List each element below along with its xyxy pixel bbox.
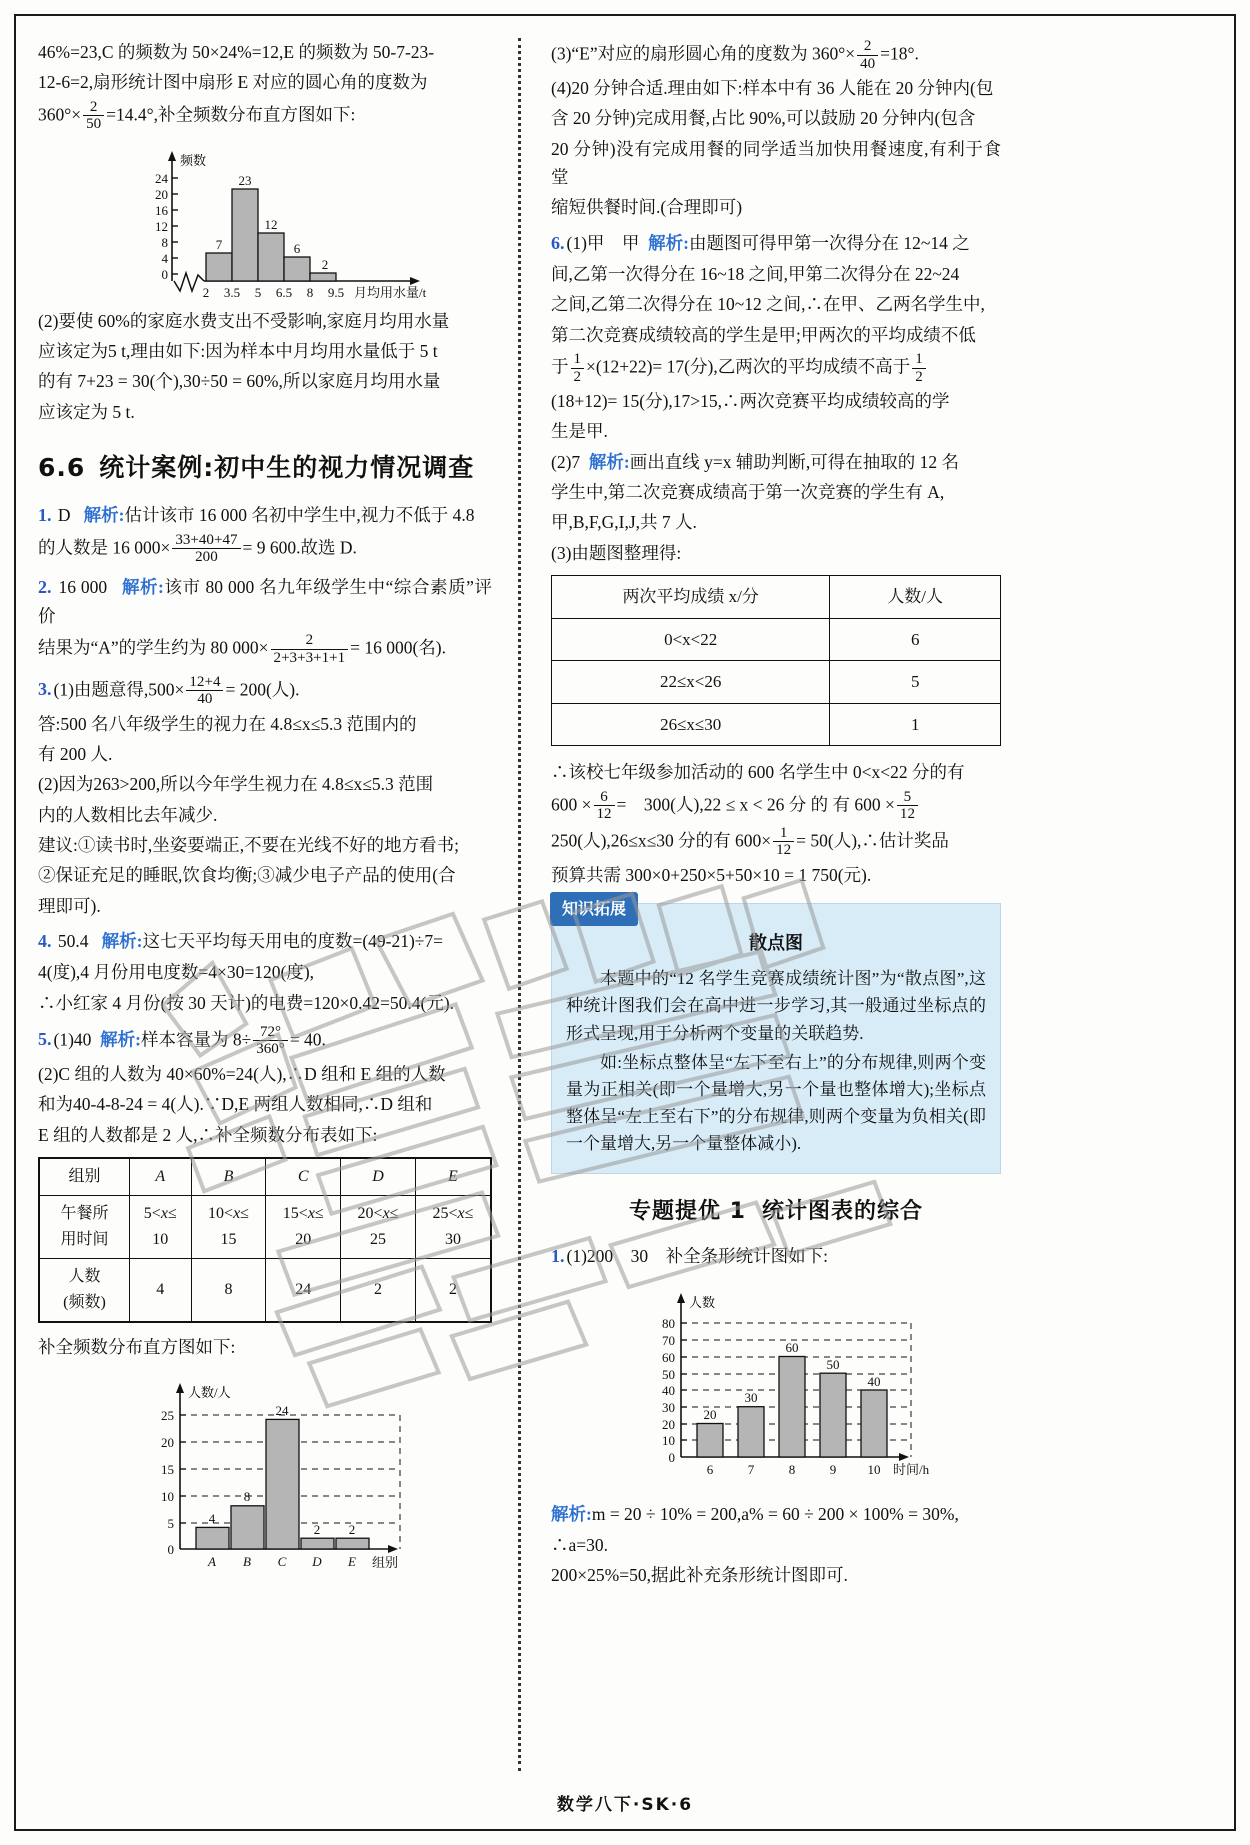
cell-count-A: 4 xyxy=(129,1258,191,1321)
svg-text:24: 24 xyxy=(155,170,168,186)
jiexi-label-1: 解析: xyxy=(83,504,125,525)
svg-text:D: D xyxy=(312,1553,322,1569)
answer-4-text-2: 4(度),4 月份用电度数=4×30=120(度), xyxy=(38,962,315,983)
answer-3-text-2: 答:500 名八年级学生的视力在 4.8≤x≤5.3 范围内的 xyxy=(38,713,417,734)
after-table-t2a: 600 × xyxy=(551,793,592,814)
fraction-33-40-47-over-200: $\frac{33+40+47}{200}$ xyxy=(172,532,240,566)
answer-6-text-6: (18+12)= 15(分),17>15,∴两次竞赛平均成绩较高的学 xyxy=(551,391,950,412)
svg-text:10: 10 xyxy=(867,1462,881,1478)
jiexi-label-4: 解析: xyxy=(101,931,143,951)
answer-2-text-2 xyxy=(38,632,492,666)
svg-text:15: 15 xyxy=(161,1461,174,1477)
cell-group-D: D xyxy=(341,1158,416,1195)
histogram-lunch-time-svg xyxy=(100,1369,430,1584)
answer-6-text-5 xyxy=(551,351,1001,385)
part4-line1: (4)20 分钟合适.理由如下:样本中有 36 人能在 20 分钟内(包 xyxy=(551,78,994,99)
answer-5-text-2: (2)C 组的人数为 40×60%=24(人),∴D 组和 E 组的人数 xyxy=(38,1063,446,1084)
part4-line2: 含 20 分钟)完成用餐,占比 90%,可以鼓励 20 分钟内(包含 xyxy=(551,108,976,129)
part3-line xyxy=(551,38,1001,72)
svg-text:25: 25 xyxy=(161,1407,174,1423)
answer-1-text-2 xyxy=(38,532,492,566)
bar-chart-time-svg xyxy=(611,1279,941,1494)
svg-text:E: E xyxy=(348,1553,356,1569)
svg-text:10: 10 xyxy=(662,1433,675,1449)
lunch-time-l1: 午餐所 xyxy=(60,1204,109,1222)
jiexi-label-2: 解析: xyxy=(121,576,164,597)
topic-answer-item-1 xyxy=(551,1242,1001,1271)
cell-range-3: 26≤x≤30 xyxy=(552,703,830,746)
question-number-1: 1. xyxy=(38,504,52,525)
jiexi-label-topic: 解析: xyxy=(551,1504,592,1525)
svg-text:60: 60 xyxy=(662,1350,675,1366)
cell-range-D: 20<x≤ 25 xyxy=(341,1195,416,1258)
answer-6-part2-value: (2)7 xyxy=(551,451,581,472)
svg-text:40: 40 xyxy=(662,1383,675,1399)
topic-number: 专题提优 1 xyxy=(629,1199,746,1225)
cell-range-2: 22≤x<26 xyxy=(552,661,830,704)
knowledge-extension-title: 散点图 xyxy=(749,933,803,955)
answer-3-pre: (1)由题意得,500× xyxy=(53,678,185,699)
answer-4-value: 50.4 xyxy=(57,931,89,951)
svg-text:8: 8 xyxy=(788,1462,796,1478)
after-table-t3a: 250(人),26≤x≤30 分的有 600× xyxy=(551,830,772,850)
topic-heading xyxy=(551,1194,1001,1230)
after-table-t3b: = 50(人),∴估计奖品 xyxy=(796,830,949,850)
svg-text:24: 24 xyxy=(275,1402,289,1418)
svg-text:60: 60 xyxy=(785,1340,799,1356)
lunch-time-l2: 用时间 xyxy=(60,1230,109,1248)
page-footer: 数学八下·SK·6 xyxy=(556,1795,694,1815)
svg-text:50: 50 xyxy=(826,1357,840,1373)
two-column-layout xyxy=(38,38,1212,1771)
knowledge-extension-para1: 本题中的“12 名学生竞赛成绩统计图”为“散点图”,这种统计图我们会在高中进一步学习,其一般通过坐标点的形式呈现,用于分析两个变量的关联趋势. xyxy=(566,969,986,1043)
topic-question-number-1: 1. xyxy=(551,1246,565,1267)
cell-count-D: 2 xyxy=(341,1258,416,1321)
cell-head-count xyxy=(39,1258,129,1321)
answer-item-3 xyxy=(38,674,492,708)
table-row-count xyxy=(39,1258,491,1321)
svg-text:23: 23 xyxy=(238,172,252,188)
topic-answer-1-text: (1)200 30 补全条形统计图如下: xyxy=(566,1246,829,1267)
svg-text:20: 20 xyxy=(662,1417,675,1433)
angle-post: =14.4°,补全频数分布直方图如下: xyxy=(106,103,356,124)
cell-range-1: 0<x<22 xyxy=(552,618,830,661)
svg-text:A: A xyxy=(208,1553,216,1569)
table-row-lunch-time xyxy=(39,1195,491,1258)
cell-group-B: B xyxy=(191,1158,266,1195)
cell-range-B: 10<x≤ 15 xyxy=(191,1195,266,1258)
x-axis-label: 月均用水量/t xyxy=(354,284,427,300)
answer-6-text-3: 之间,乙第二次得分在 10~12 之间,∴在甲、乙两名学生中, xyxy=(551,294,985,315)
answer-6-text-1: 由题图可得甲第一次得分在 12~14 之 xyxy=(688,232,970,253)
answer-1-text-1: 估计该市 16 000 名初中学生中,视力不低于 4.8 xyxy=(124,504,475,525)
answer-3-post: = 200(人). xyxy=(225,678,300,699)
topic-answer-1-t4: 200×25%=50,据此补充条形统计图即可. xyxy=(551,1564,848,1585)
knowledge-extension-tag: 知识拓展 xyxy=(550,892,638,926)
answer-1-post: = 9 600.故选 D. xyxy=(242,537,357,558)
svg-text:B: B xyxy=(243,1553,251,1569)
svg-text:7: 7 xyxy=(747,1462,755,1478)
histogram-water-usage xyxy=(38,141,492,301)
answer-6-text-11: (3)由题图整理得: xyxy=(551,542,682,563)
answer-5-post: = 40. xyxy=(289,1029,326,1050)
svg-text:6.5: 6.5 xyxy=(275,284,293,300)
x-axis-label-3: 时间/h xyxy=(893,1462,930,1478)
answer-item-4 xyxy=(38,927,492,956)
knowledge-extension-box xyxy=(551,899,1001,1174)
svg-text:30: 30 xyxy=(744,1390,758,1406)
cell-range-E: 25<x≤ 30 xyxy=(415,1195,491,1258)
answer-5-value: (1)40 xyxy=(53,1029,92,1050)
answer-3-text-5: 内的人数相比去年减少. xyxy=(38,804,218,825)
fraction-2-over-sum: $\frac{2}{2+3+3+1+1}$ xyxy=(271,632,349,666)
answer-4-text-3: ∴小红家 4 月份(按 30 天计)的电费=120×0.42=50.4(元). xyxy=(38,992,455,1013)
question-number-2: 2. xyxy=(38,576,52,597)
svg-text:C: C xyxy=(277,1553,287,1569)
svg-text:30: 30 xyxy=(662,1400,675,1416)
svg-text:9.5: 9.5 xyxy=(327,284,345,300)
svg-text:2: 2 xyxy=(313,1521,321,1537)
continued-text-line1: 46%=23,C 的频数为 50×24%=12,E 的频数为 50-7-23- xyxy=(38,42,435,62)
svg-text:0: 0 xyxy=(167,1541,174,1557)
svg-text:20: 20 xyxy=(703,1407,717,1423)
topic-title: 统计图表的综合 xyxy=(761,1199,923,1225)
topic-answer-1-t3: ∴a=30. xyxy=(551,1534,609,1555)
part3-post: =18°. xyxy=(880,43,919,64)
count-l2: (频数) xyxy=(63,1293,106,1311)
svg-text:3.5: 3.5 xyxy=(223,284,241,300)
cell-count-C: 24 xyxy=(266,1258,341,1321)
svg-text:20: 20 xyxy=(155,186,168,202)
question-number-3: 3. xyxy=(38,678,52,699)
answer-3-text-3: 有 200 人. xyxy=(38,743,113,764)
section-title: 统计案例:初中生的视力情况调查 xyxy=(99,453,475,483)
answer-5-text-4: E 组的人数都是 2 人,∴补全频数分布表如下: xyxy=(38,1124,378,1145)
svg-text:12: 12 xyxy=(155,218,168,234)
answer-2-pre: 结果为“A”的学生约为 80 000× xyxy=(38,637,269,658)
part4-line3: 20 分钟)没有完成用餐的同学适当加快用餐速度,有利于食堂 xyxy=(551,138,1001,188)
table-row-group xyxy=(39,1158,491,1195)
q-water-part2-line4: 应该定为 5 t. xyxy=(38,401,135,422)
question-number-5: 5. xyxy=(38,1029,52,1050)
cell-range-C: 15<x≤ 20 xyxy=(266,1195,341,1258)
answer-6-t5-mid: ×(12+22)= 17(分),乙两次的平均成绩不高于 xyxy=(586,356,911,377)
cell-count-1: 6 xyxy=(830,618,1001,661)
fraction-2-40: $\frac{2}{40}$ xyxy=(857,38,878,72)
fraction-2-50: $\frac{2}{50}$ xyxy=(83,99,104,133)
svg-text:5: 5 xyxy=(254,284,262,300)
answer-5-text-5: 补全频数分布直方图如下: xyxy=(38,1336,236,1357)
svg-text:8: 8 xyxy=(243,1488,251,1504)
table-row xyxy=(552,618,1001,661)
svg-text:16: 16 xyxy=(155,202,168,218)
answer-6-text-9: 学生中,第二次竞赛成绩高于第一次竞赛的学生有 A, xyxy=(551,482,945,503)
histogram-water-usage-svg xyxy=(100,141,430,301)
svg-text:0: 0 xyxy=(668,1450,675,1466)
fraction-6-12: $\frac{6}{12}$ xyxy=(594,789,615,823)
answer-6-text-4: 第二次竞赛成绩较高的学生是甲;甲两次的平均成绩不低 xyxy=(551,324,976,345)
answer-1-value: D xyxy=(57,504,71,525)
answer-3-text-4: (2)因为263>200,所以今年学生视力在 4.8≤x≤5.3 范围 xyxy=(38,774,434,795)
svg-text:2: 2 xyxy=(348,1521,356,1537)
fraction-1-12: $\frac{1}{12}$ xyxy=(773,825,794,859)
after-table-t2b: = 300(人),22 ≤ x < 26 分 的 有 600 × xyxy=(616,793,895,814)
svg-text:20: 20 xyxy=(161,1434,174,1450)
continued-text-line2: 12-6=2,扇形统计图中扇形 E 对应的圆心角的度数为 xyxy=(38,72,428,93)
cell-count-3: 1 xyxy=(830,703,1001,746)
jiexi-label-6b: 解析: xyxy=(588,451,630,472)
answer-3-text-7: ②保证充足的睡眠,饮食均衡;③减少电子产品的使用(合 xyxy=(38,865,456,886)
answer-item-2 xyxy=(38,573,492,631)
q-water-part2-line3: 的有 7+23 = 30(个),30÷50 = 60%,所以家庭月均用水量 xyxy=(38,371,441,392)
answer-6-t5-pre: 于 xyxy=(551,356,569,377)
cell-count-E: 2 xyxy=(415,1258,491,1321)
angle-pre: 360°× xyxy=(38,103,82,124)
fraction-72-over-360: $\frac{72^\circ}{360^\circ}$ xyxy=(253,1024,288,1058)
part4-line4: 缩短供餐时间.(合理即可) xyxy=(551,197,743,218)
cell-head-lunch-time xyxy=(39,1195,129,1258)
answer-6-text-7: 生是甲. xyxy=(551,421,608,442)
jiexi-label-5: 解析: xyxy=(100,1029,141,1050)
knowledge-extension-para2: 如:坐标点整体呈“左下至右上”的分布规律,则两个变量为正相关(即一个量增大,另一个量也整体增大);坐标点整体呈“左上至右下”的分布规律,则两个变量为负相关(即一个量增大,另一个量整体减小). xyxy=(566,1052,986,1154)
fraction-5-12: $\frac{5}{12}$ xyxy=(897,789,918,823)
header-average-score: 两次平均成绩 x/分 xyxy=(552,576,830,619)
after-table-line4: 预算共需 300×0+250×5+50×10 = 1 750(元). xyxy=(551,864,872,885)
part3-pre: (3)“E”对应的扇形圆心角的度数为 360°× xyxy=(551,43,856,64)
answer-6-text-10: 甲,B,F,G,I,J,共 7 人. xyxy=(551,512,697,533)
histogram-lunch-time xyxy=(38,1369,492,1584)
svg-text:2: 2 xyxy=(321,256,329,272)
answer-item-1 xyxy=(38,501,492,530)
continued-text-line3 xyxy=(38,99,492,133)
answer-3-text-8: 理即可). xyxy=(38,895,101,916)
svg-text:6: 6 xyxy=(706,1462,714,1478)
jiexi-label-6: 解析: xyxy=(648,232,689,253)
answer-5-mid: 样本容量为 8÷ xyxy=(140,1029,252,1050)
frequency-distribution-table xyxy=(38,1157,492,1323)
cell-range-A: 5<x≤ 10 xyxy=(129,1195,191,1258)
average-score-table xyxy=(551,575,1001,746)
fraction-one-half-b: $\frac{1}{2}$ xyxy=(912,351,926,385)
svg-text:4: 4 xyxy=(208,1510,216,1526)
cell-group-A: A xyxy=(129,1158,191,1195)
svg-text:50: 50 xyxy=(662,1367,675,1383)
question-number-4: 4. xyxy=(38,931,52,951)
svg-text:12: 12 xyxy=(264,216,278,232)
after-table-line1: ∴该校七年级参加活动的 600 名学生中 0<x<22 分的有 xyxy=(551,762,965,783)
section-heading-6-6 xyxy=(38,448,492,489)
y-axis-label-2: 人数/人 xyxy=(188,1384,231,1400)
answer-1-pre: 的人数是 16 000× xyxy=(38,537,171,558)
answer-6-text-2: 间,乙第一次得分在 16~18 之间,甲第二次得分在 22~24 xyxy=(551,263,960,284)
svg-text:5: 5 xyxy=(167,1515,174,1531)
answer-key-page xyxy=(14,14,1236,1831)
q-water-part2-line1: (2)要使 60%的家庭水费支出不受影响,家庭月均用水量 xyxy=(38,310,450,331)
svg-text:2: 2 xyxy=(202,284,210,300)
bar-chart-time xyxy=(551,1279,1001,1494)
fraction-12-4-over-40: $\frac{12+4}{40}$ xyxy=(186,674,223,708)
answer-4-text-1: 这七天平均每天用电的度数=(49-21)÷7= xyxy=(142,931,444,951)
count-l1: 人数 xyxy=(68,1267,101,1285)
column-divider xyxy=(518,38,521,1771)
y-axis-label-3: 人数 xyxy=(689,1295,716,1311)
cell-head-group: 组别 xyxy=(39,1158,129,1195)
table-row xyxy=(552,703,1001,746)
x-axis-label-2: 组别 xyxy=(372,1554,399,1570)
svg-text:40: 40 xyxy=(867,1374,881,1390)
cell-count-B: 8 xyxy=(191,1258,266,1321)
topic-answer-1-t2: m = 20 ÷ 10% = 200,a% = 60 ÷ 200 × 100% = 30%, xyxy=(591,1504,959,1525)
table-row xyxy=(552,661,1001,704)
right-column xyxy=(529,38,1001,1771)
answer-6-t8: 画出直线 y=x 辅助判断,可得在抽取的 12 名 xyxy=(629,451,959,472)
answer-item-6 xyxy=(551,229,1001,258)
svg-text:10: 10 xyxy=(161,1488,174,1504)
answer-5-text-3: 和为40-4-8-24 = 4(人).∵D,E 两组人数相同,∴D 组和 xyxy=(38,1094,433,1115)
q-water-part2-line2: 应该定为5 t,理由如下:因为样本中月均用水量低于 5 t xyxy=(38,341,438,362)
svg-text:6: 6 xyxy=(293,240,301,256)
answer-3-text-6: 建议:①读书时,坐姿要端正,不要在光线不好的地方看书; xyxy=(38,834,459,855)
cell-group-E: E xyxy=(415,1158,491,1195)
header-count: 人数/人 xyxy=(830,576,1001,619)
question-number-6: 6. xyxy=(551,232,565,253)
answer-2-text-1: 该市 80 000 名九年级学生中“综合素质”评价 xyxy=(38,576,492,627)
svg-text:7: 7 xyxy=(215,236,223,252)
section-number: 6.6 xyxy=(38,453,86,483)
answer-item-5 xyxy=(38,1024,492,1058)
cell-count-2: 5 xyxy=(830,661,1001,704)
answer-6-value: (1)甲 甲 xyxy=(566,232,640,253)
svg-text:8: 8 xyxy=(161,234,168,250)
cell-group-C: C xyxy=(266,1158,341,1195)
svg-text:70: 70 xyxy=(662,1333,675,1349)
topic-answer-1-jiexi xyxy=(551,1500,1001,1528)
svg-text:4: 4 xyxy=(161,250,168,266)
after-table-line3 xyxy=(551,825,1001,859)
after-table-line2 xyxy=(551,789,1001,823)
answer-2-value: 16 000 xyxy=(58,576,108,597)
svg-text:8: 8 xyxy=(306,284,314,300)
svg-text:9: 9 xyxy=(829,1462,837,1478)
svg-text:0: 0 xyxy=(161,266,168,282)
answer-2-post: = 16 000(名). xyxy=(350,637,447,658)
svg-text:80: 80 xyxy=(662,1316,675,1332)
fraction-one-half-a: $\frac{1}{2}$ xyxy=(571,351,585,385)
answer-6-text-8 xyxy=(551,448,1001,476)
y-axis-label: 频数 xyxy=(180,152,207,168)
left-column xyxy=(38,38,510,1771)
table-header-row xyxy=(552,576,1001,619)
